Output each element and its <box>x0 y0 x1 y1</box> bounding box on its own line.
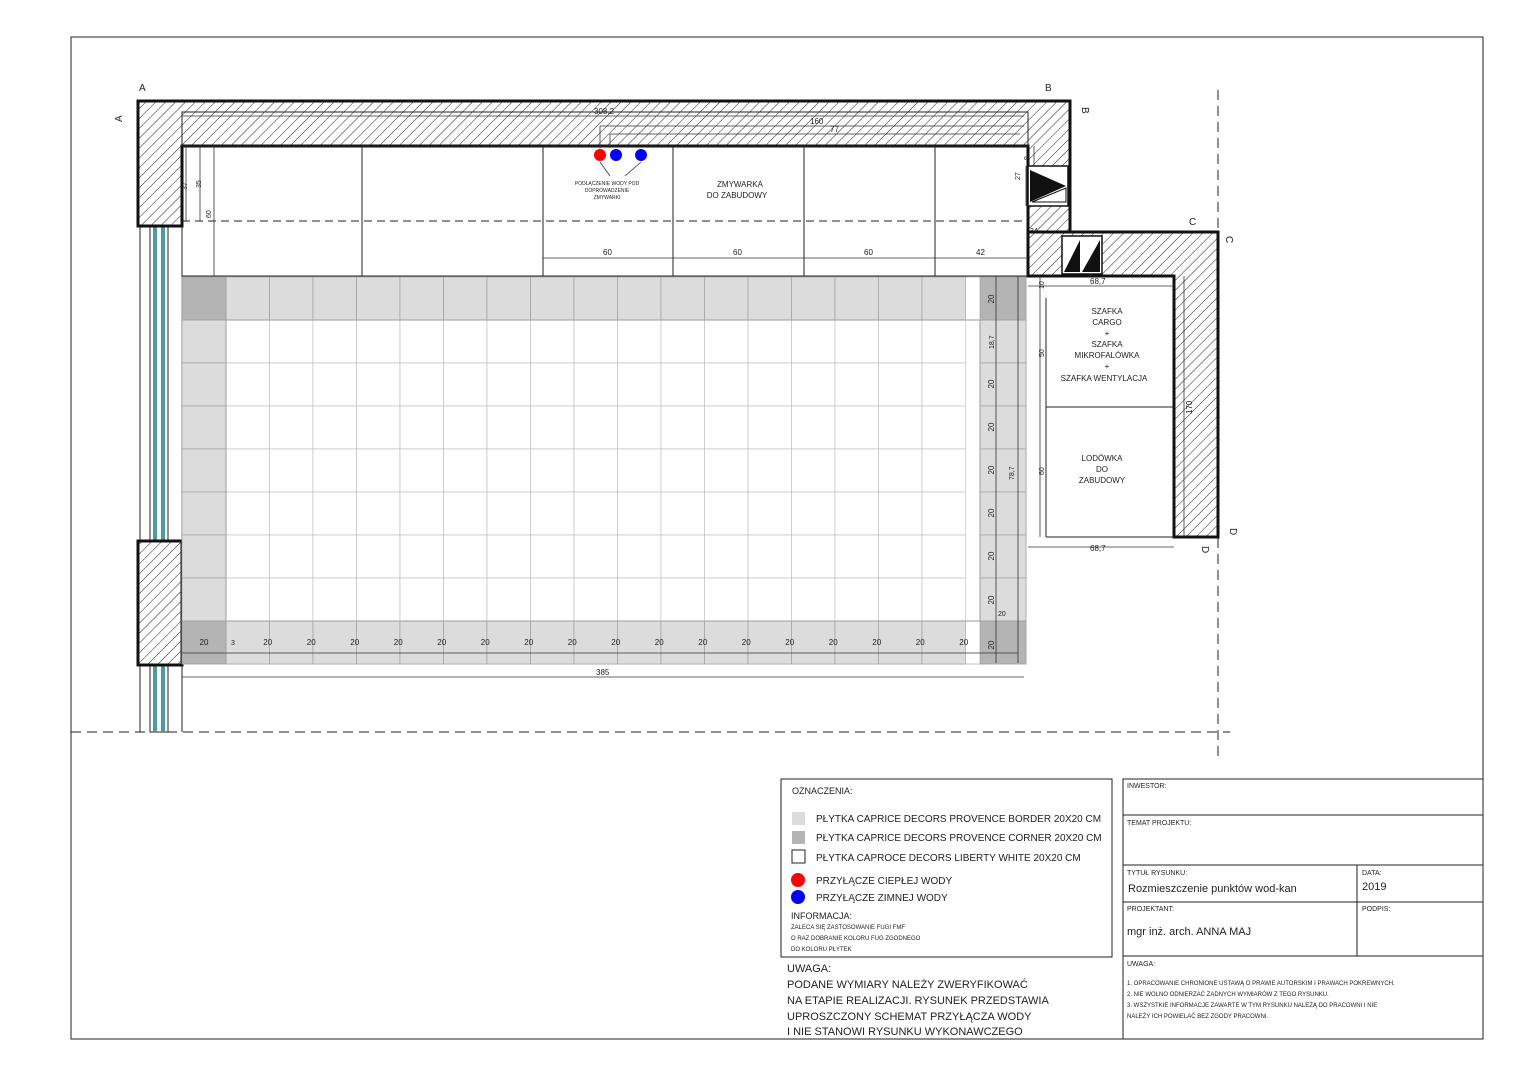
white-tile <box>661 363 705 406</box>
corner-label-a-top: A <box>139 83 146 94</box>
border-tile <box>444 277 488 320</box>
dim-cabinet-60c: 60 <box>864 248 873 257</box>
white-tile <box>835 578 879 621</box>
white-tile <box>618 535 662 578</box>
white-tile <box>661 578 705 621</box>
white-tile <box>835 320 879 363</box>
dimension-label: 20 <box>654 638 664 647</box>
white-tile <box>270 578 314 621</box>
white-tile <box>574 406 618 449</box>
signature-label: PODPIS: <box>1362 906 1391 913</box>
white-tile <box>748 578 792 621</box>
border-tile <box>531 277 575 320</box>
cold-water-connection-dot <box>635 149 647 161</box>
svg-text:+: + <box>1104 329 1110 338</box>
note-line: 2. NIE WOLNO ODNIERZAĆ ZADNYCH WYMIARÓW Z TEGO RYSUNKU. <box>1127 992 1329 998</box>
dimension-label: 20 <box>987 551 996 561</box>
legend-cold-water: PRZYŁĄCZE ZIMNEJ WODY <box>816 893 948 904</box>
dim-col-18-7: 18,7 <box>989 335 996 349</box>
dimension-label: 20 <box>987 465 996 475</box>
white-tile <box>487 492 531 535</box>
dimension-label: 20 <box>741 638 751 647</box>
border-tile <box>922 277 966 320</box>
white-tile <box>835 492 879 535</box>
white-tile <box>400 406 444 449</box>
dishwasher-label <box>707 180 768 200</box>
dim-cabinet-60a: 60 <box>603 248 612 257</box>
dimension-label: 20 <box>987 294 996 304</box>
border-tile <box>748 277 792 320</box>
white-tile <box>792 492 836 535</box>
connection-leader <box>600 162 610 176</box>
white-tile <box>313 320 357 363</box>
white-tile <box>879 449 923 492</box>
topic-label: TEMAT PROJEKTU: <box>1127 820 1192 827</box>
white-tile <box>922 492 966 535</box>
legend-title: OZNACZENIA: <box>792 786 853 796</box>
white-tile <box>487 363 531 406</box>
white-tile <box>835 406 879 449</box>
dimension-label: 20 <box>987 595 996 605</box>
warning-line: PODANE WYMIARY NALEŻY ZWERYFIKOWAĆ <box>787 979 1028 991</box>
dim-col-78-7: 78,7 <box>1009 466 1016 480</box>
dimension-label: 3 <box>231 640 235 647</box>
dim-left-60: 60 <box>206 210 213 218</box>
dim-ell-170: 170 <box>1185 400 1194 414</box>
white-tile <box>618 578 662 621</box>
dimension-label: 20 <box>698 638 708 647</box>
white-tile <box>574 363 618 406</box>
cold-water-connection-dot <box>610 149 622 161</box>
border-tile <box>182 406 226 449</box>
connection-note <box>575 181 640 201</box>
legend-swatch-white <box>792 850 805 863</box>
white-tile <box>270 406 314 449</box>
fridge-label <box>1079 454 1126 485</box>
corner-label-b-side: B <box>1079 107 1090 114</box>
investor-label: INWESTOR: <box>1127 783 1167 790</box>
white-tile <box>661 320 705 363</box>
border-tile <box>980 320 1026 363</box>
dimension-label: 20 <box>611 638 621 647</box>
white-tile <box>270 449 314 492</box>
svg-text:ZMYWARKI: ZMYWARKI <box>593 195 621 201</box>
white-tile <box>487 578 531 621</box>
corner-label-c-side: C <box>1223 236 1234 244</box>
svg-text:+: + <box>1104 362 1110 371</box>
corner-label-c-top: C <box>1189 217 1197 228</box>
dim-right-34: 34 <box>1030 228 1038 235</box>
white-tile <box>922 363 966 406</box>
white-tile <box>531 406 575 449</box>
white-tile <box>226 363 270 406</box>
legend-hot-water: PRZYŁĄCZE CIEPŁEJ WODY <box>816 876 953 887</box>
connection-leader <box>625 162 641 176</box>
cargo-cabinet-label <box>1061 307 1148 383</box>
white-tile <box>835 363 879 406</box>
white-tile <box>879 363 923 406</box>
warning-line: UPROSZCZONY SCHEMAT PRZYŁĄCZA WODY <box>787 1011 1032 1023</box>
svg-text:DO: DO <box>1096 465 1108 474</box>
warning-block <box>787 963 1049 1038</box>
white-tile <box>879 492 923 535</box>
white-tile <box>705 492 749 535</box>
white-tile <box>531 492 575 535</box>
dimension-label: 20 <box>480 638 490 647</box>
border-tile <box>835 277 879 320</box>
wall-top-left <box>138 101 1070 232</box>
white-tile <box>313 492 357 535</box>
dimension-label: 20 <box>915 638 925 647</box>
border-tile <box>487 277 531 320</box>
white-tile <box>661 535 705 578</box>
svg-text:MIKROFALÓWKA: MIKROFALÓWKA <box>1074 351 1140 360</box>
dim-top-main: 308,2 <box>594 107 615 116</box>
white-tile <box>531 578 575 621</box>
white-tile <box>618 363 662 406</box>
white-tile <box>835 449 879 492</box>
white-tile <box>357 363 401 406</box>
white-tile <box>226 449 270 492</box>
dim-left-37: 37 <box>182 182 189 190</box>
white-tile <box>226 578 270 621</box>
wall-right-ell <box>1028 232 1218 537</box>
white-tile <box>400 449 444 492</box>
corner-tile <box>182 277 226 320</box>
dimension-label: 20 <box>306 638 316 647</box>
dimension-label: 20 <box>785 638 795 647</box>
white-tile <box>357 449 401 492</box>
white-tile <box>661 406 705 449</box>
dim-cabinet-60b: 60 <box>733 248 742 257</box>
dimension-label: 20 <box>350 638 360 647</box>
white-tile <box>574 535 618 578</box>
dim-bottom-385: 385 <box>596 668 610 677</box>
white-tile <box>792 363 836 406</box>
white-tile <box>879 320 923 363</box>
white-tile <box>922 535 966 578</box>
white-tile <box>748 406 792 449</box>
white-tile <box>531 535 575 578</box>
dim-cabinet-42: 42 <box>976 248 985 257</box>
border-tile <box>574 277 618 320</box>
dimension-label: 20 <box>437 638 447 647</box>
dim-ell-50: 50 <box>1039 349 1046 357</box>
white-tile <box>400 578 444 621</box>
border-tile <box>182 535 226 578</box>
dim-bottom-20-corner: 20 <box>998 611 1006 618</box>
white-tile <box>618 449 662 492</box>
dimension-label: 20 <box>567 638 577 647</box>
svg-text:SZAFKA WENTYLACJA: SZAFKA WENTYLACJA <box>1060 374 1148 383</box>
border-tile <box>705 277 749 320</box>
notes-label: UWAGA: <box>1127 961 1156 968</box>
tile-floor <box>182 277 1026 664</box>
white-tile <box>618 492 662 535</box>
white-tile <box>922 406 966 449</box>
warning-line: NA ETAPIE REALIZACJI. RYSUNEK PRZEDSTAWIA <box>787 995 1049 1007</box>
note-line: 1. OPRACOWANIE CHRONIONE USTAWĄ O PRAWIE AUTORSKIM I PRAWACH POKREWNYCH. <box>1127 981 1395 987</box>
white-tile <box>922 578 966 621</box>
wall-pillar-left <box>138 541 182 665</box>
vent-duct-lower <box>1062 236 1102 274</box>
border-tile <box>226 277 270 320</box>
white-tile <box>705 406 749 449</box>
white-tile <box>705 363 749 406</box>
dim-ell-10: 10 <box>1039 281 1046 289</box>
white-tile <box>444 492 488 535</box>
white-tile <box>357 406 401 449</box>
hot-water-connection-dot <box>594 149 606 161</box>
vent-duct-upper <box>1028 166 1068 206</box>
white-tile <box>487 535 531 578</box>
white-tile <box>705 449 749 492</box>
border-tile <box>879 277 923 320</box>
legend-swatch-border <box>792 812 805 825</box>
white-tile <box>444 406 488 449</box>
white-tile <box>444 535 488 578</box>
white-tile <box>792 320 836 363</box>
white-tile <box>400 535 444 578</box>
white-tile <box>574 492 618 535</box>
border-tile <box>182 363 226 406</box>
border-tile <box>182 320 226 363</box>
border-tile <box>661 277 705 320</box>
drawing-title-label: TYTUŁ RYSUNKU: <box>1127 870 1188 877</box>
dimension-label: 20 <box>393 638 403 647</box>
white-tile <box>444 449 488 492</box>
info-line: O RAZ DOBRANIE KOLORU FUG ZGODNEGO <box>791 936 921 942</box>
svg-text:PODŁĄCZENIE WODY POD: PODŁĄCZENIE WODY POD <box>574 181 640 187</box>
white-tile <box>444 578 488 621</box>
date-value: 2019 <box>1362 881 1387 893</box>
dim-ell-top: 68,7 <box>1090 277 1106 286</box>
white-tile <box>357 492 401 535</box>
white-tile <box>661 449 705 492</box>
white-tile <box>226 320 270 363</box>
white-tile <box>444 320 488 363</box>
dimension-label: 20 <box>987 508 996 518</box>
svg-text:LODÓWKA: LODÓWKA <box>1081 454 1123 463</box>
white-tile <box>357 578 401 621</box>
svg-text:CARGO: CARGO <box>1092 318 1122 327</box>
designer-label: PROJEKTANT: <box>1127 906 1174 913</box>
dimension-label: 20 <box>987 422 996 432</box>
white-tile <box>400 492 444 535</box>
white-tile <box>226 492 270 535</box>
svg-text:ZMYWARKA: ZMYWARKA <box>717 180 763 189</box>
dimension-label: 20 <box>872 638 882 647</box>
border-tile <box>182 449 226 492</box>
border-tile <box>792 277 836 320</box>
designer-name: mgr inż. arch. ANNA MAJ <box>1127 926 1252 938</box>
white-tile <box>922 449 966 492</box>
white-tile <box>792 578 836 621</box>
white-tile <box>357 320 401 363</box>
svg-text:SZAFKA: SZAFKA <box>1091 307 1123 316</box>
white-tile <box>531 449 575 492</box>
corner-label-b-top: B <box>1045 83 1052 94</box>
border-tile <box>313 277 357 320</box>
white-tile <box>400 320 444 363</box>
white-tile <box>922 320 966 363</box>
white-tile <box>879 406 923 449</box>
white-tile <box>792 406 836 449</box>
dimension-label: 20 <box>263 638 273 647</box>
white-tile <box>444 363 488 406</box>
dimension-label: 20 <box>987 640 996 650</box>
border-tile <box>270 277 314 320</box>
white-tile <box>748 535 792 578</box>
corner-label-a-side: A <box>114 115 125 122</box>
white-tile <box>748 320 792 363</box>
white-tile <box>313 578 357 621</box>
white-tile <box>574 449 618 492</box>
dimension-label: 20 <box>199 638 209 647</box>
white-tile <box>531 320 575 363</box>
white-tile <box>313 363 357 406</box>
dim-ell-60: 60 <box>1039 467 1046 475</box>
white-tile <box>487 406 531 449</box>
border-tile <box>618 277 662 320</box>
legend-cold-water-dot <box>791 890 805 904</box>
dim-ell-bottom: 68,7 <box>1090 544 1106 553</box>
svg-text:SZAFKA: SZAFKA <box>1091 340 1123 349</box>
white-tile <box>792 535 836 578</box>
white-tile <box>487 449 531 492</box>
white-tile <box>705 578 749 621</box>
white-tile <box>313 449 357 492</box>
white-tile <box>531 363 575 406</box>
border-tile <box>400 277 444 320</box>
border-tile <box>182 492 226 535</box>
warning-title: UWAGA: <box>787 963 832 975</box>
white-tile <box>400 363 444 406</box>
white-tile <box>574 320 618 363</box>
white-tile <box>879 578 923 621</box>
dim-left-35: 35 <box>196 180 203 188</box>
dimension-label: 20 <box>987 379 996 389</box>
info-line: ZALECA SIĘ ZASTOSOWANIE FUGI FMF <box>791 925 906 931</box>
dimension-label: 20 <box>828 638 838 647</box>
date-label: DATA: <box>1362 870 1382 877</box>
legend-box <box>781 779 1112 957</box>
legend-swatch-corner <box>792 831 805 844</box>
drawing-title: Rozmieszczenie punktów wod-kan <box>1128 883 1297 895</box>
corner-label-d-side: D <box>1199 546 1210 554</box>
legend-item-border: PŁYTKA CAPRICE DECORS PROVENCE BORDER 20X20 CM <box>816 814 1102 825</box>
white-tile <box>270 535 314 578</box>
border-tile <box>357 277 401 320</box>
white-tile <box>574 578 618 621</box>
white-tile <box>226 406 270 449</box>
dimension-label: 20 <box>524 638 534 647</box>
white-tile <box>618 406 662 449</box>
svg-text:DO ZABUDOWY: DO ZABUDOWY <box>706 191 768 200</box>
svg-text:DOPROWADZENIE: DOPROWADZENIE <box>584 188 630 194</box>
white-tile <box>226 535 270 578</box>
legend-item-corner: PŁYTKA CAPRICE DECORS PROVENCE CORNER 20X20 CM <box>816 833 1102 844</box>
cabinet-column <box>1046 298 1174 537</box>
white-tile <box>748 449 792 492</box>
note-line: NALEŻY ICH POWIELAĆ BEZ ZGODY PRACOWNI. <box>1127 1014 1269 1020</box>
white-tile <box>618 320 662 363</box>
legend-item-white: PŁYTKA CAPROCE DECORS LIBERTY WHITE 20X20 CM <box>816 853 1081 864</box>
white-tile <box>835 535 879 578</box>
white-tile <box>270 492 314 535</box>
svg-text:ZABUDOWY: ZABUDOWY <box>1078 476 1126 485</box>
dimension-label: 20 <box>959 638 969 647</box>
border-tile <box>182 578 226 621</box>
white-tile <box>748 492 792 535</box>
info-line: DO KOLORU PŁYTEK <box>791 947 852 953</box>
white-tile <box>357 535 401 578</box>
white-tile <box>313 406 357 449</box>
dim-top-160: 160 <box>810 117 824 126</box>
info-title: INFORMACJA: <box>791 911 853 921</box>
title-block <box>1123 779 1483 1039</box>
note-line: 3. WSZYSTKIE INFORMACJE ZAWARTE W TYM RYSUNKU NALEŻĄ DO PRACOWNI I NIE <box>1127 1003 1378 1009</box>
white-tile <box>705 320 749 363</box>
white-tile <box>748 363 792 406</box>
warning-line: I NIE STANOWI RYSUNKU WYKONAWCZEGO <box>787 1026 1023 1038</box>
corner-label-d-top: D <box>1227 528 1238 536</box>
white-tile <box>661 492 705 535</box>
dim-right-27: 27 <box>1015 172 1022 180</box>
white-tile <box>792 449 836 492</box>
white-tile <box>270 320 314 363</box>
dim-top-77: 77 <box>830 125 839 134</box>
white-tile <box>270 363 314 406</box>
white-tile <box>879 535 923 578</box>
white-tile <box>313 535 357 578</box>
white-tile <box>705 535 749 578</box>
dim-right-9: 9 <box>1024 156 1031 160</box>
white-tile <box>487 320 531 363</box>
legend-hot-water-dot <box>791 873 805 887</box>
